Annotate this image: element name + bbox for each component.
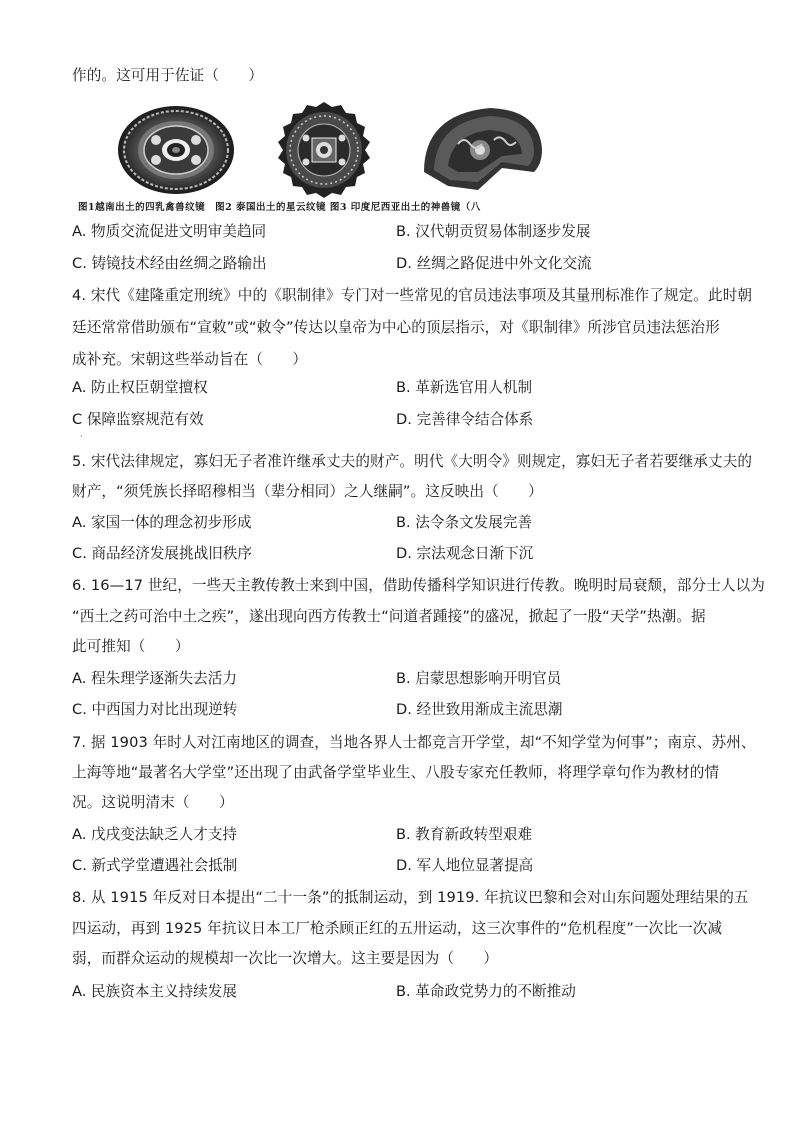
q6-option-a: A. 程朱理学逐渐失去活力 [72, 670, 237, 687]
q8-stem-line-2: 四运动，再到 1925 年抗议日本工厂枪杀顾正红的五卅运动，这三次事件的“危机程度”一次比一次减 [72, 920, 723, 937]
q5-option-d: D. 宗法观念日渐下沉 [396, 545, 534, 562]
q3-option-b: B. 汉代朝贡贸易体制逐步发展 [396, 223, 591, 240]
q7-option-a: A. 戊戌变法缺乏人才支持 [72, 826, 237, 843]
q4-stem-line-2: 廷还常常借助颁布“宣敕”或“敕令”传达以皇帝为中心的顶层指示，对《职制律》所涉官员违法惩治形 [72, 319, 720, 336]
figure-2-mirror-image [266, 100, 382, 200]
q6-stem-line-2: “西土之药可治中土之疾”，遂出现向西方传教士“问道者踵接”的盛况，掀起了一股“天学”热潮。据 [72, 608, 706, 625]
q8-option-a: A. 民族资本主义持续发展 [72, 983, 237, 1000]
q7-stem-line-2: 上海等地“最著名大学堂”还出现了由武备学堂毕业生、八股专家充任教师，将理学章句作为教材的情 [72, 764, 720, 781]
q5-stem-line-2: 财产，“须凭族长择昭穆相当（辈分相同）之人继嗣”。这反映出（ ） [72, 483, 543, 500]
q3-option-c: C. 铸镜技术经由丝绸之路输出 [72, 255, 267, 272]
q7-stem-line-3: 况。这说明清末（ ） [72, 794, 234, 811]
stray-mark: · [80, 432, 83, 441]
q4-stem-line-1: 4. 宋代《建隆重定刑统》中的《职制律》专门对一些常见的官员违法事项及其量刑标准作了规定。此时朝 [72, 287, 753, 304]
q4-option-a: A. 防止权臣朝堂擅权 [72, 379, 208, 396]
q8-stem-line-1: 8. 从 1915 年反对日本提出“二十一条”的抵制运动，到 1919. 年抗议巴黎和会对山东问题处理结果的五 [72, 889, 749, 906]
q5-option-b: B. 法令条文发展完善 [396, 514, 533, 531]
q3-option-a: A. 物质交流促进文明审美趋同 [72, 223, 267, 240]
q6-option-b: B. 启蒙思想影响开明官员 [396, 670, 562, 687]
q5-option-c: C. 商品经济发展挑战旧秩序 [72, 545, 253, 562]
q4-option-d: D. 完善律令结合体系 [396, 411, 534, 428]
q6-stem-line-1: 6. 16—17 世纪，一些天主教传教士来到中国，借助传播科学知识进行传教。晚明时局衰颓，部分士人以为 [72, 577, 765, 594]
q7-stem-line-1: 7. 据 1903 年时人对江南地区的调查，当地各界人士都竞言开学堂，却“不知学堂为何事”；南京、苏州、 [72, 734, 756, 751]
q5-option-a: A. 家国一体的理念初步形成 [72, 514, 252, 531]
q3-option-d: D. 丝绸之路促进中外文化交流 [396, 255, 592, 272]
figure-caption: 图1越南出土的四乳禽兽纹镜 图2 泰国出土的星云纹镜 图3 印度尼西亚出土的神兽镜（八 [78, 202, 481, 213]
q7-option-b: B. 教育新政转型艰难 [396, 826, 533, 843]
q5-stem-line-1: 5. 宋代法律规定，寡妇无子者准许继承丈夫的财产。明代《大明令》则规定，寡妇无子者若要继承丈夫的 [72, 453, 753, 470]
question-3-tail: 作的。这可用于佐证（ ） [72, 67, 264, 84]
q6-option-c: C. 中西国力对比出现逆转 [72, 701, 238, 718]
q7-option-d: D. 军人地位显著提高 [396, 857, 534, 874]
q7-option-c: C. 新式学堂遭遇社会抵制 [72, 857, 238, 874]
q8-option-b: B. 革命政党势力的不断推动 [396, 983, 576, 1000]
q8-stem-line-3: 弱，而群众运动的规模却一次比一次增大。这主要是因为（ ） [72, 950, 499, 967]
q4-stem-line-3: 成补充。宋朝这些举动旨在（ ） [72, 351, 308, 368]
figure-1-mirror-image [112, 100, 240, 200]
q4-option-c: C 保障监察规范有效 [72, 411, 204, 428]
q6-option-d: D. 经世致用渐成主流思潮 [396, 701, 563, 718]
q6-stem-line-3: 此可推知（ ） [72, 638, 190, 655]
figure-3-mirror-fragment-image [418, 100, 546, 200]
q4-option-b: B. 革新选官用人机制 [396, 379, 533, 396]
